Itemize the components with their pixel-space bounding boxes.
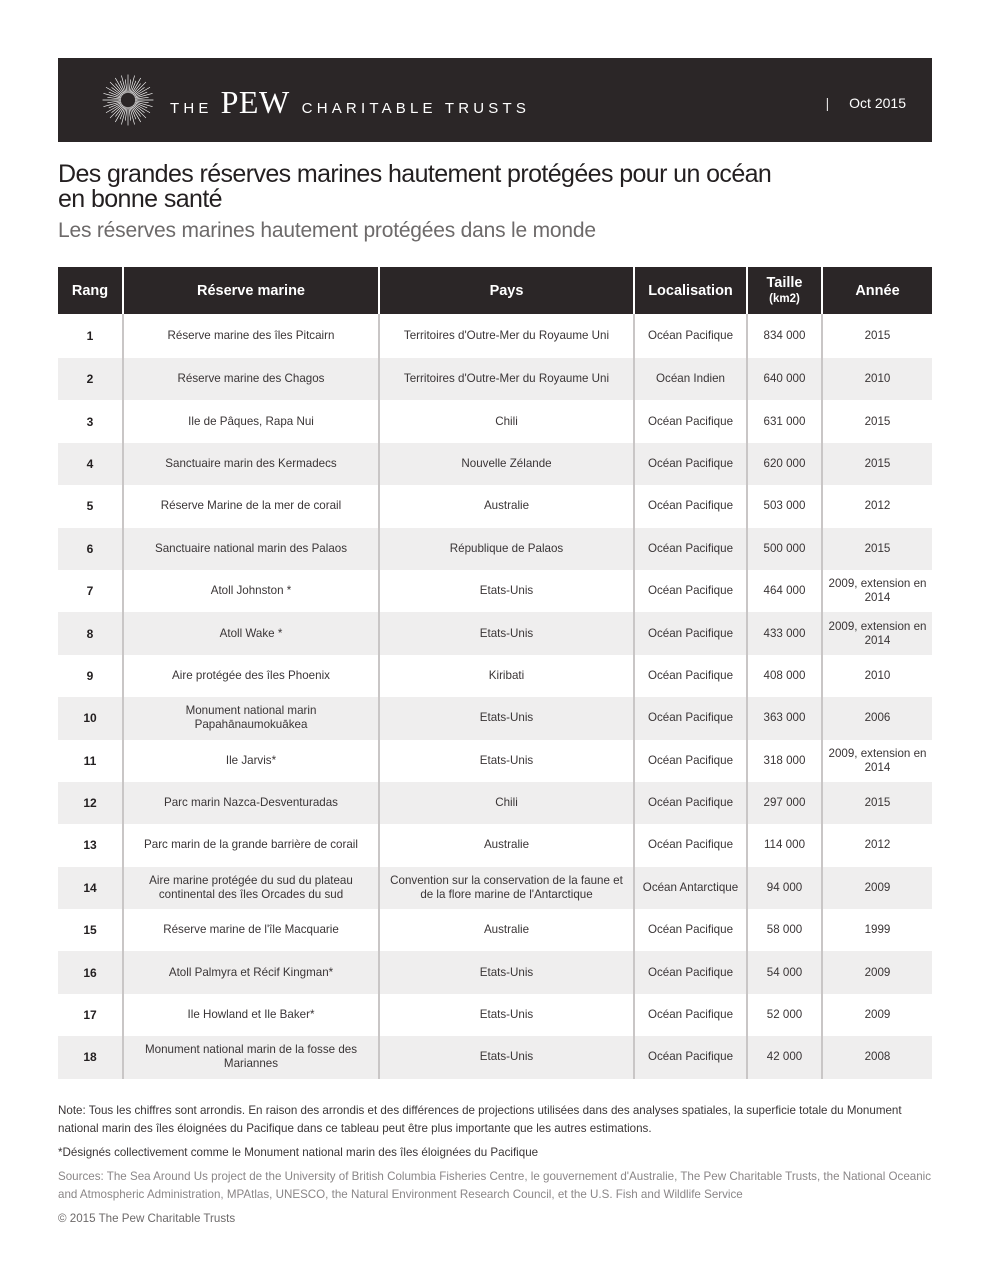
cell-size: 114 000 <box>747 824 822 866</box>
cell-year: 2006 <box>822 697 932 739</box>
cell-rank: 6 <box>58 528 123 570</box>
cell-year: 2015 <box>822 443 932 485</box>
cell-reserve-name: Monument national marin Papahānaumokuākea <box>123 697 379 739</box>
cell-rank: 9 <box>86 668 94 683</box>
page-subtitle: Les réserves marines hautement protégées dans le monde <box>58 219 596 242</box>
cell-reserve-name: Réserve marine des îles Pitcairn <box>123 314 379 358</box>
cell-country: Etats-Unis <box>379 697 634 739</box>
cell-size: 297 000 <box>747 782 822 824</box>
cell-location: Océan Pacifique <box>634 612 747 654</box>
cell-rank: 8 <box>58 612 123 654</box>
table-row <box>58 612 932 654</box>
cell-year: 2009, extension en 2014 <box>822 740 932 782</box>
cell-size: 94 000 <box>747 867 822 909</box>
cell-year: 2009 <box>822 951 932 993</box>
cell-country: Territoires d'Outre-Mer du Royaume Uni <box>379 358 634 400</box>
cell-location: Océan Pacifique <box>634 1036 747 1078</box>
cell-location: Océan Pacifique <box>634 528 747 570</box>
cell-rank: 12 <box>58 782 123 824</box>
column-header-country: Pays <box>379 267 634 314</box>
cell-size: 433 000 <box>747 612 822 654</box>
logo-the: THE <box>170 100 213 117</box>
cell-location: Océan Indien <box>634 358 747 400</box>
table-row <box>58 909 932 951</box>
table-row <box>58 570 932 612</box>
cell-location: Océan Pacifique <box>634 655 747 697</box>
cell-year: 2009 <box>822 994 932 1036</box>
cell-reserve-name: Ile Jarvis* <box>123 740 379 782</box>
cell-reserve-name: Ile de Pâques, Rapa Nui <box>123 400 379 442</box>
cell-year: 2010 <box>822 358 932 400</box>
cell-rank: 16 <box>58 951 123 993</box>
cell-country: Territoires d'Outre-Mer du Royaume Uni <box>379 314 634 358</box>
cell-size: 834 000 <box>747 314 822 358</box>
header-banner <box>58 58 932 142</box>
cell-location: Océan Pacifique <box>634 443 747 485</box>
copyright-text: © 2015 The Pew Charitable Trusts <box>58 1212 236 1225</box>
cell-size: 54 000 <box>747 951 822 993</box>
cell-rank: 13 <box>83 838 97 853</box>
table-row <box>58 314 932 358</box>
cell-reserve-name: Parc marin Nazca-Desventuradas <box>123 782 379 824</box>
table-row <box>58 867 932 909</box>
date-text: Oct 2015 <box>849 95 906 111</box>
table-row <box>58 358 932 400</box>
publication-date <box>826 95 906 111</box>
cell-size: 503 000 <box>747 485 822 527</box>
cell-location: Océan Antarctique <box>634 867 747 909</box>
cell-reserve-name: Réserve marine des Chagos <box>123 358 379 400</box>
cell-rank: 1 <box>86 329 94 343</box>
table-row <box>58 443 932 485</box>
table-row <box>58 1036 932 1078</box>
cell-location: Océan Pacifique <box>634 570 747 612</box>
cell-year: 2015 <box>822 400 932 442</box>
cell-size: 464 000 <box>747 570 822 612</box>
cell-country: Etats-Unis <box>379 994 634 1036</box>
column-header-size <box>747 267 822 314</box>
cell-country: Etats-Unis <box>379 612 634 654</box>
cell-reserve-name: Atoll Johnston * <box>123 570 379 612</box>
cell-reserve-name: Réserve Marine de la mer de corail <box>123 485 379 527</box>
cell-reserve-name: Atoll Wake * <box>123 612 379 654</box>
cell-rank: 18 <box>58 1036 123 1078</box>
cell-rank: 14 <box>58 867 123 909</box>
cell-year: 2008 <box>822 1036 932 1078</box>
table-row <box>58 655 932 697</box>
cell-year: 2015 <box>822 314 932 358</box>
cell-rank: 3 <box>86 414 94 429</box>
cell-rank: 15 <box>83 923 97 938</box>
cell-reserve-name: Atoll Palmyra et Récif Kingman* <box>123 951 379 993</box>
cell-size: 500 000 <box>747 528 822 570</box>
cell-country: Convention sur la conservation de la faune et de la flore marine de l'Antarctique <box>379 867 634 909</box>
cell-size: 52 000 <box>747 994 822 1036</box>
cell-reserve-name: Sanctuaire marin des Kermadecs <box>123 443 379 485</box>
table-row <box>58 824 932 866</box>
size-header-label: Taille <box>766 274 803 291</box>
sunburst-logo-icon <box>100 72 156 128</box>
cell-country: Etats-Unis <box>379 1036 634 1078</box>
cell-year: 2009, extension en 2014 <box>822 612 932 654</box>
cell-reserve-name: Réserve marine de l'île Macquarie <box>123 909 379 951</box>
cell-rank: 7 <box>86 584 94 599</box>
asterisk-footnote: *Désignés collectivement comme le Monument national marin des îles éloignées du Pacifique <box>58 1146 539 1159</box>
size-header-unit: (km2) <box>769 292 800 305</box>
table-row <box>58 528 932 570</box>
table-row <box>58 740 932 782</box>
cell-location: Océan Pacifique <box>634 824 747 866</box>
cell-reserve-name: Sanctuaire national marin des Palaos <box>123 528 379 570</box>
cell-size: 620 000 <box>747 443 822 485</box>
cell-reserve-name: Aire protégée des îles Phoenix <box>123 655 379 697</box>
cell-size: 363 000 <box>747 697 822 739</box>
cell-year: 2010 <box>822 655 932 697</box>
cell-reserve-name: Ile Howland et Ile Baker* <box>123 994 379 1036</box>
cell-country: Chili <box>379 782 634 824</box>
cell-location: Océan Pacifique <box>634 485 747 527</box>
cell-rank: 11 <box>83 753 97 768</box>
cell-location: Océan Pacifique <box>634 994 747 1036</box>
cell-location: Océan Pacifique <box>634 909 747 951</box>
cell-location: Océan Pacifique <box>634 782 747 824</box>
cell-country: Australie <box>379 909 634 951</box>
cell-reserve-name: Aire marine protégée du sud du plateau continental des îles Orcades du sud <box>123 867 379 909</box>
cell-size: 408 000 <box>747 655 822 697</box>
reserves-table <box>58 267 932 1079</box>
cell-country: Chili <box>379 400 634 442</box>
cell-country: Etats-Unis <box>379 740 634 782</box>
cell-size: 42 000 <box>747 1036 822 1078</box>
cell-rank: 4 <box>58 443 123 485</box>
footnote-text: Note: Tous les chiffres sont arrondis. En raison des arrondis et des différences de projections utilisées dans des analyses spatiales, la superficie totale du Monument national marin des îles éloignées du Pacifique dans ce tableau peut être plus importante que les autres estimations. <box>58 1104 902 1135</box>
cell-rank: 17 <box>83 1008 97 1023</box>
cell-country: Kiribati <box>379 655 634 697</box>
table-row <box>58 994 932 1036</box>
table-row <box>58 782 932 824</box>
cell-location: Océan Pacifique <box>634 400 747 442</box>
table-row <box>58 697 932 739</box>
date-separator: | <box>825 95 830 111</box>
cell-location: Océan Pacifique <box>634 740 747 782</box>
table-row <box>58 951 932 993</box>
logo-pew: PEW <box>220 84 290 120</box>
sources-text: Sources: The Sea Around Us project de the University of British Columbia Fisheries Centre, le gouvernement d'Australie, The Pew Charitable Trusts, the National Oceanic and Atmospheric Administration, MPAtlas, UNESCO, the Natural Environment Research Council, et the U.S. Fish and Wildlife Service <box>58 1170 932 1201</box>
logo-wordmark <box>170 84 530 118</box>
cell-country: Australie <box>379 485 634 527</box>
cell-size: 58 000 <box>747 909 822 951</box>
table-row <box>58 485 932 527</box>
cell-size: 318 000 <box>747 740 822 782</box>
cell-reserve-name: Parc marin de la grande barrière de corail <box>123 824 379 866</box>
cell-location: Océan Pacifique <box>634 314 747 358</box>
cell-rank: 2 <box>58 358 123 400</box>
column-header-reserve: Réserve marine <box>123 267 379 314</box>
cell-year: 2012 <box>822 824 932 866</box>
cell-location: Océan Pacifique <box>634 697 747 739</box>
column-header-rank: Rang <box>58 267 123 314</box>
cell-size: 631 000 <box>747 400 822 442</box>
cell-year: 1999 <box>822 909 932 951</box>
cell-year: 2009, extension en 2014 <box>822 570 932 612</box>
column-header-location: Localisation <box>634 267 747 314</box>
logo-charitable-trusts: CHARITABLE TRUSTS <box>301 100 531 117</box>
page-title: Des grandes réserves marines hautement protégées pour un océan en bonne santé <box>58 160 772 213</box>
cell-year: 2015 <box>822 528 932 570</box>
cell-size: 640 000 <box>747 358 822 400</box>
cell-rank: 5 <box>86 499 94 514</box>
table-header-row <box>58 267 932 314</box>
cell-location: Océan Pacifique <box>634 951 747 993</box>
cell-country: Australie <box>379 824 634 866</box>
cell-year: 2015 <box>822 782 932 824</box>
table-row <box>58 400 932 442</box>
cell-rank: 10 <box>58 697 123 739</box>
cell-country: Etats-Unis <box>379 570 634 612</box>
cell-year: 2012 <box>822 485 932 527</box>
reserves-table-container <box>58 267 932 1079</box>
column-header-year: Année <box>822 267 932 314</box>
table-body <box>58 314 932 1079</box>
cell-country: Nouvelle Zélande <box>379 443 634 485</box>
cell-country: Etats-Unis <box>379 951 634 993</box>
cell-country: République de Palaos <box>379 528 634 570</box>
cell-year: 2009 <box>822 867 932 909</box>
cell-reserve-name: Monument national marin de la fosse des Mariannes <box>123 1036 379 1078</box>
footer-notes <box>58 1102 938 1228</box>
